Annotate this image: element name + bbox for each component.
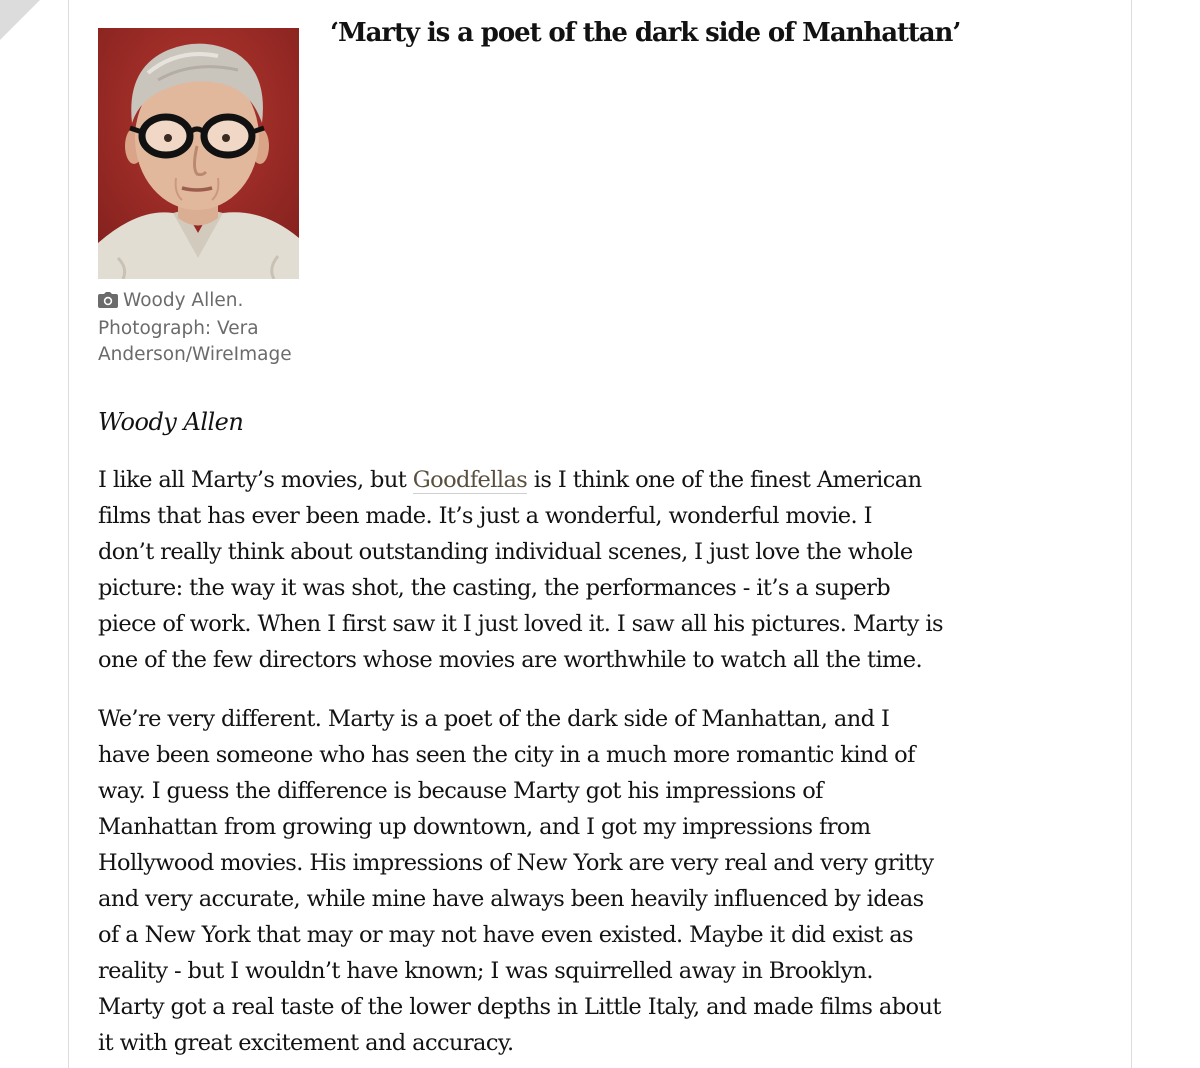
paragraph-2-line-4: Manhattan from growing up downtown, and I got my impressions from (98, 814, 871, 840)
paragraph-1-line-5: piece of work. When I first saw it I just loved it. I saw all his pictures. Marty is (98, 611, 943, 637)
photo-caption (98, 288, 303, 368)
paragraph-2-line-10: it with great excitement and accuracy. (98, 1030, 514, 1056)
caption-line-1: Woody Allen. (123, 290, 244, 311)
caption-line-3: Anderson/WireImage (98, 344, 292, 365)
paragraph-2-line-5: Hollywood movies. His impressions of New York are very real and very gritty (98, 850, 934, 876)
caption-line-2: Photograph: Vera (98, 318, 259, 339)
paragraph-2-line-2: have been someone who has seen the city in a much more romantic kind of (98, 742, 915, 768)
section-headline: ‘Marty is a poet of the dark side of Manhattan’ (330, 18, 961, 48)
portrait-photo (98, 28, 299, 279)
paragraph-2-line-8: reality - but I wouldn’t have known; I was squirrelled away in Brooklyn. (98, 958, 873, 984)
paragraph-1-line-3: don’t really think about outstanding individual scenes, I just love the whole (98, 539, 913, 565)
paragraph-2-line-7: of a New York that may or may not have even existed. Maybe it did exist as (98, 922, 914, 948)
column-divider-left (68, 0, 69, 1068)
byline: Woody Allen (98, 408, 244, 436)
paragraph-2-line-3: way. I guess the difference is because Marty got his impressions of (98, 778, 823, 804)
paragraph-2-line-1: We’re very different. Marty is a poet of the dark side of Manhattan, and I (98, 706, 890, 732)
text-span: I like all Marty’s movies, but (98, 467, 413, 493)
paragraph-1-line-4: picture: the way it was shot, the casting, the performances - it’s a superb (98, 575, 891, 601)
paragraph-1 (98, 462, 1058, 678)
text-span: is I think one of the finest American (527, 467, 922, 493)
goodfellas-link[interactable]: Goodfellas (412, 467, 528, 493)
paragraph-1-line-6: one of the few directors whose movies are worthwhile to watch all the time. (98, 647, 923, 673)
page-corner-fold (0, 0, 40, 40)
paragraph-2 (98, 701, 1058, 1061)
paragraph-1-line-1 (98, 462, 1058, 498)
camera-icon (98, 290, 118, 316)
paragraph-2-line-6: and very accurate, while mine have always been heavily influenced by ideas (98, 886, 924, 912)
paragraph-2-line-9: Marty got a real taste of the lower depths in Little Italy, and made films about (98, 994, 941, 1020)
column-divider-right (1131, 0, 1132, 1068)
paragraph-1-line-2: films that has ever been made. It’s just a wonderful, wonderful movie. I (98, 503, 872, 529)
